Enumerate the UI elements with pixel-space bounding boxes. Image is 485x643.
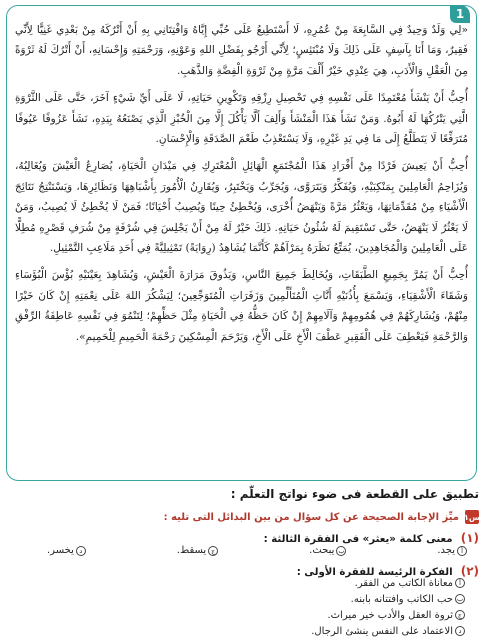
option-c[interactable] <box>177 545 218 556</box>
question-1 <box>264 527 479 546</box>
option-label: حب الكاتب وافتتانه بابنه. <box>350 593 453 605</box>
option-marker-icon: ب <box>338 546 345 555</box>
option-label: يسقط. <box>176 545 207 556</box>
instruction-row <box>5 510 479 524</box>
instruction-text: ميِّز الإجابة الصحيحة عن كل سؤال من بين البدائل التى تليه : <box>163 511 459 523</box>
option-label: يخسر. <box>47 545 74 556</box>
question-text: معنى كلمة «يعثر» فى الفقرة الثالثة : <box>263 534 453 545</box>
question-1-options <box>47 545 467 556</box>
option-marker-icon: د <box>455 626 465 636</box>
option-label: يبحث. <box>309 545 335 556</box>
option-d[interactable] <box>311 624 465 638</box>
question-number: (٢) <box>460 564 479 578</box>
passage-box <box>6 5 477 481</box>
option-marker-icon: أ <box>455 578 465 588</box>
section-title: تطبيق على القطعة فى ضوء نواتج التعلّم : <box>230 487 479 501</box>
question-marker-icon: س١ <box>465 510 479 524</box>
passage-paragraph-3: أُحِبُّ أَنْ يَعِيشَ فَرْدًا مِنْ أَفْرَادِ هَذَا الْمُجْتَمَعِ الْهَائِلِ الْمُعْتَرِكِ فِي مَيْدَانِ الْحَيَاةِ، يُصَارِعُ الْعَيْشَ وَيُغَالِبُهُ، وَيُزَاحِمُ الْعَامِلِينَ بِمَنْكِبَيْهِ، وَيُفَكِّرُ وَيَتَرَوَّى، وَيُجَرِّبُ وَيَخْتَبِرُ، وَيُقَارِنُ الْأُمُورَ بِأَشْبَاهِهَا وَنَظَائِرِهَا، وَيَسْتَنْتِجُ نَتَائِجَ الْأَشْيَاءِ مِنْ مُقَدِّمَاتِهَا، وَيَعْثُرُ مَرَّةً وَيَنْهَضُ أُخْرَى، وَيُخْطِئُ حِينًا وَيُصِيبُ أَحْيَانًا؛ فَمَنْ لَا يُخْطِئُ لَا يُصِيبُ، وَمَنْ لَا يَعْثُرُ لَا يَنْهَضُ، حَتَّى تَسْتَقِيمَ لَهُ شُئُونُ حَيَاتِهِ. ذَلِكَ خَيْرٌ لَهُ مِنْ أَنْ يَجْلِسَ فِي شُرْفَةٍ مِنْ شُرَفِ قَصْرِهِ مُطِلًّا عَلَى الْعَامِلِينَ وَالْمُجَاهِدِينَ، يُمَتِّعُ نَظَرَهُ بِمَرْآهُمْ كَأَنَّمَا يُشَاهِدُ (رِوَايَةً) تَمْثِيلِيَّةً فِي أَحَدِ مَلَاعِبِ التَّمْثِيلِ. <box>15 160 468 255</box>
option-marker-icon: د <box>76 546 86 556</box>
passage-paragraph-2: أُحِبُّ أَنْ يَنْشَأَ مُعْتَمِدًا عَلَى نَفْسِهِ فِي تَحْصِيلِ رِزْقِهِ وَتَكْوِينِ حَيَاتِهِ، لَا عَلَى أَيِّ شَيْءٍ آخَرَ، حَتَّى عَلَى الثَّرْوَةِ الَّتِي يَتْرُكُهَا لَهُ أَبُوهُ. وَمَنْ نَشَأَ هَذَا الْمَنْشَأَ وَأَلِفَ أَلَّا يَأْكُلَ إِلَّا مِنَ الْخُبْزِ الَّذِي يَصْنَعُهُ بِيَدِهِ، نَشَأَ عَزُوفًا عَيُوفًا مُتَرَفِّعًا لَا يَتَطَلَّعُ إِلَى مَا فِي يَدِ غَيْرِهِ، وَلَا يَسْتَعْذِبُ طَعْمَ الصَّدَقَةِ وَالْإِحْسَانِ. <box>15 92 468 146</box>
option-marker-icon: أ <box>457 546 467 556</box>
option-a[interactable] <box>311 576 465 590</box>
passage-paragraph-4: أُحِبُّ أَنْ يَمُرَّ بِجَمِيعِ الطَّبَقَاتِ، وَيُخَالِطَ جَمِيعَ النَّاسِ، وَيَذُوقَ مَرَارَةَ الْعَيْشِ، وَيُشَاهِدَ بِعَيْنَيْهِ بُؤْسَ الْبُؤَسَاءِ وَشَقَاءَ الْأَشْقِيَاءِ، وَيَسْمَعَ بِأُذُنَيْهِ أَنَّاتِ الْمُتَأَلِّمِينَ وَزَفَرَاتِ الْمُتَوَجِّعِينَ؛ لِيَشْكُرَ اللهَ عَلَى نِعْمَتِهِ إِنْ كَانَ خَيْرًا مِنْهُمْ، وَيُشَارِكَهُمْ فِي هُمُومِهِمْ وَآلَامِهِمْ إِنْ كَانَ حَظُّهُ فِي الْحَيَاةِ مِثْلَ حَظِّهِمْ؛ لِتَنْمُوَ فِي نَفْسِهِ عَاطِفَةُ الرِّفْقِ وَالرَّحْمَةِ فَيَعْطِفَ عَلَى الْفَقِيرِ عَطْفَ الْأَخِ عَلَى الْأَخِ، وَيَرْحَمَ الْمِسْكِينَ رَحْمَةَ الْحَمِيمِ لِلْحَمِيمِ». <box>15 269 468 343</box>
option-marker-icon: ج <box>208 546 218 556</box>
option-a[interactable] <box>437 545 467 556</box>
option-b[interactable] <box>311 592 465 606</box>
question-2-options <box>311 576 465 638</box>
option-label: معاناة الكاتب من الفقر. <box>354 577 453 589</box>
option-label: ثروة العقل والأدب خير ميراث. <box>327 609 453 621</box>
option-b[interactable] <box>309 545 346 556</box>
option-marker-icon: ب <box>456 595 464 603</box>
passage-paragraph-1: «لِي وَلَدٌ وَحِيدٌ فِي السَّابِعَةَ مِنْ عُمُرِهِ، لَا أَسْتَطِيعُ عَلَى حُبِّي إِيَّاهُ وَافْتِتَانِي بِهِ أَنْ أَتْرُكَهُ مِنْ بَعْدِي غَنِيًّا لِأَنِّي فَقِيرٌ، وَمَا أَنَا بِآسِفٍ عَلَى ذَلِكَ وَلَا مُبْتَئِسٍ؛ لِأَنِّي أَرْجُو بِفَضْلِ اللهِ وَعَوْنِهِ، وَرَحْمَتِهِ وَإِحْسَانِهِ، أَنْ أَتْرُكَ لَهُ ثَرْوَةً مِنَ الْعَقْلِ وَالْأَدَبِ، هِيَ عِنْدِي خَيْرٌ أَلْفَ مَرَّةٍ مِنْ ثَرْوَةِ الْفِضَّةِ وَالذَّهَبِ. <box>15 24 468 77</box>
option-c[interactable] <box>311 608 465 622</box>
question-text: الفكرة الرئيسة للفقرة الأولى : <box>296 567 453 578</box>
option-label: يجد. <box>437 545 455 556</box>
option-label: الاعتماد على النفس ينشئ الرجال. <box>311 625 453 637</box>
question-number: (١) <box>460 531 479 545</box>
option-d[interactable] <box>47 545 86 556</box>
passage-number-badge: 1 <box>450 5 470 23</box>
option-marker-icon: ج <box>455 610 465 620</box>
